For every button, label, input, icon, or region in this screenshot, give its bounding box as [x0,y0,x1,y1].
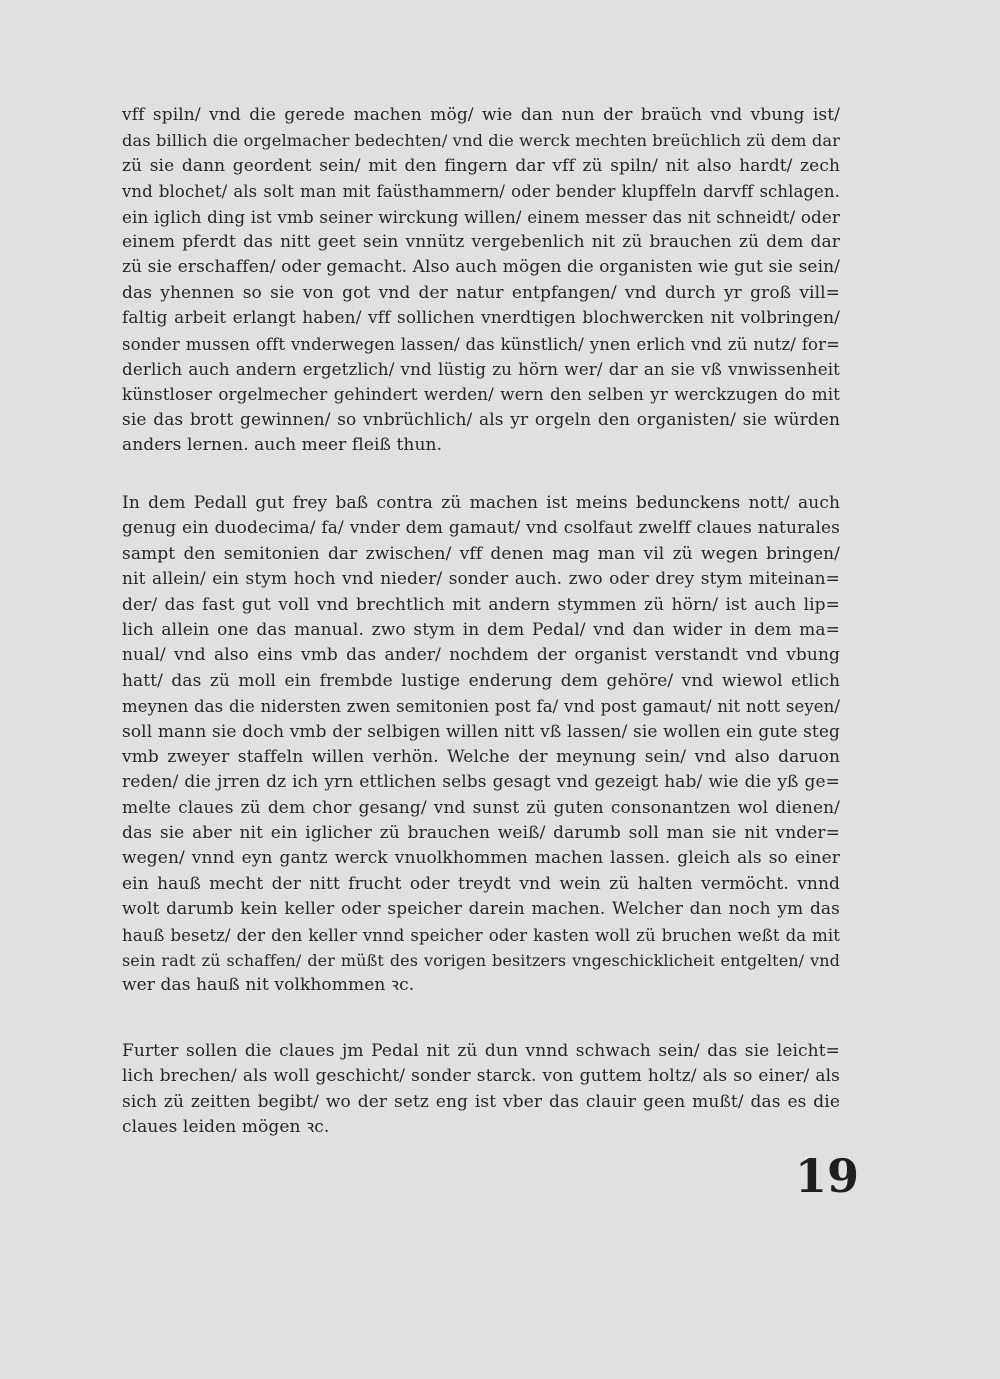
text-line: einem pferdt das nitt geet sein vnnütz vergebenlich nit zü brauchen zü dem dar [122,231,840,252]
text-line: sich zü zeitten begibt/ wo der setz eng ist vber das clauir geen mußt/ das es die [122,1091,840,1112]
paragraph-1 [122,103,840,458]
text-line: das billich die orgelmacher bedechten/ vnd die werck mechten breüchlich zü dem dar [122,131,840,151]
text-line: lich brechen/ als woll geschicht/ sonder starck. von guttem holtz/ als so einer/ als [122,1066,840,1087]
text-line: genug ein duodecima/ fa/ vnder dem gamaut/ vnd csolfaut zwelff claues naturales [122,518,840,539]
text-line: sein radt zü schaffen/ der müßt des vorigen besitzers vngeschicklicheit entgelten/ vnd [122,951,840,971]
text-line: künstloser orgelmecher gehindert werden/ wern den selben yr werckzugen do mit [122,384,840,405]
text-line: Furter sollen die claues jm Pedal nit zü dun vnnd schwach sein/ das sie leicht= [122,1041,840,1061]
paragraph-2 [122,491,840,999]
text-line: nit allein/ ein stym hoch vnd nieder/ sonder auch. zwo oder drey stym miteinan= [122,569,840,590]
text-line: nual/ vnd also eins vmb das ander/ nochdem der organist verstandt vnd vbung [122,645,840,666]
text-line: zü sie erschaffen/ oder gemacht. Also auch mögen die organisten wie gut sie sein/ [122,257,840,278]
text-line: wolt darumb kein keller oder speicher darein machen. Welcher dan noch ym das [122,899,840,920]
text-line: anders lernen. auch meer fleiß thun. [122,435,443,456]
text-line: wegen/ vnnd eyn gantz werck vnuolkhommen machen lassen. gleich als so einer [122,848,840,869]
text-line: das sie aber nit ein iglicher zü brauchen weiß/ darumb soll man sie nit vnder= [122,823,840,844]
text-line: ein iglich ding ist vmb seiner wirckung willen/ einem messer das nit schneidt/ oder [122,206,840,227]
text-line: der/ das fast gut voll vnd brechtlich mit andern stymmen zü hörn/ ist auch lip= [122,594,840,615]
text-line: claues leiden mögen ꝛc. [122,1117,330,1138]
paragraph-3 [122,1039,840,1141]
page-number: 19 [795,1149,860,1203]
text-line: soll mann sie doch vmb der selbigen willen nitt vß lassen/ sie wollen ein gute steg [122,721,840,742]
text-line: faltig arbeit erlangt haben/ vff sollichen vnerdtigen blochwercken nit volbringen/ [122,308,840,329]
text-line: vmb zweyer staffeln willen verhön. Welche der meynung sein/ vnd also daruon [122,746,840,767]
text-line: das yhennen so sie von got vnd der natur entpfangen/ vnd durch yr groß vill= [122,282,840,303]
text-line: wer das hauß nit volkhommen ꝛc. [122,975,415,996]
text-line: ein hauß mecht der nitt frucht oder treydt vnd wein zü halten vermöcht. vnnd [122,873,840,894]
text-line: In dem Pedall gut frey baß contra zü machen ist meins bedunckens nott/ auch [122,493,840,513]
text-line: meynen das die nidersten zwen semitonien post fa/ vnd post gamaut/ nit nott seyen/ [122,697,840,717]
text-line: vff spiln/ vnd die gerede machen mög/ wie dan nun der braüch vnd vbung ist/ [122,105,840,125]
text-line: sampt den semitonien dar zwischen/ vff denen mag man vil zü wegen bringen/ [122,543,840,564]
text-line: reden/ die jrren dz ich yrn ettlichen selbs gesagt vnd gezeigt hab/ wie die yß ge= [122,772,840,793]
text-line: hatt/ das zü moll ein frembde lustige enderung dem gehöre/ vnd wiewol etlich [122,670,840,691]
text-line: derlich auch andern ergetzlich/ vnd lüstig zu hörn wer/ dar an sie vß vnwissenheit [122,358,840,379]
text-line: zü sie dann geordent sein/ mit den fingern dar vff zü spiln/ nit also hardt/ zech [122,155,840,176]
text-line: vnd blochet/ als solt man mit faüsthammern/ oder bender klupffeln darvff schlagen. [122,182,840,202]
text-line: lich allein one das manual. zwo stym in dem Pedal/ vnd dan wider in dem ma= [122,619,840,640]
text-line: sonder mussen offt vnderwegen lassen/ das künstlich/ ynen erlich vnd zü nutz/ for= [122,334,840,354]
text-line: melte claues zü dem chor gesang/ vnd sunst zü guten consonantzen wol dienen/ [122,797,840,818]
text-line: sie das brott gewinnen/ so vnbrüchlich/ als yr orgeln den organisten/ sie würden [122,409,840,430]
text-line: hauß besetz/ der den keller vnnd speicher oder kasten woll zü bruchen weßt da mit [122,925,840,945]
